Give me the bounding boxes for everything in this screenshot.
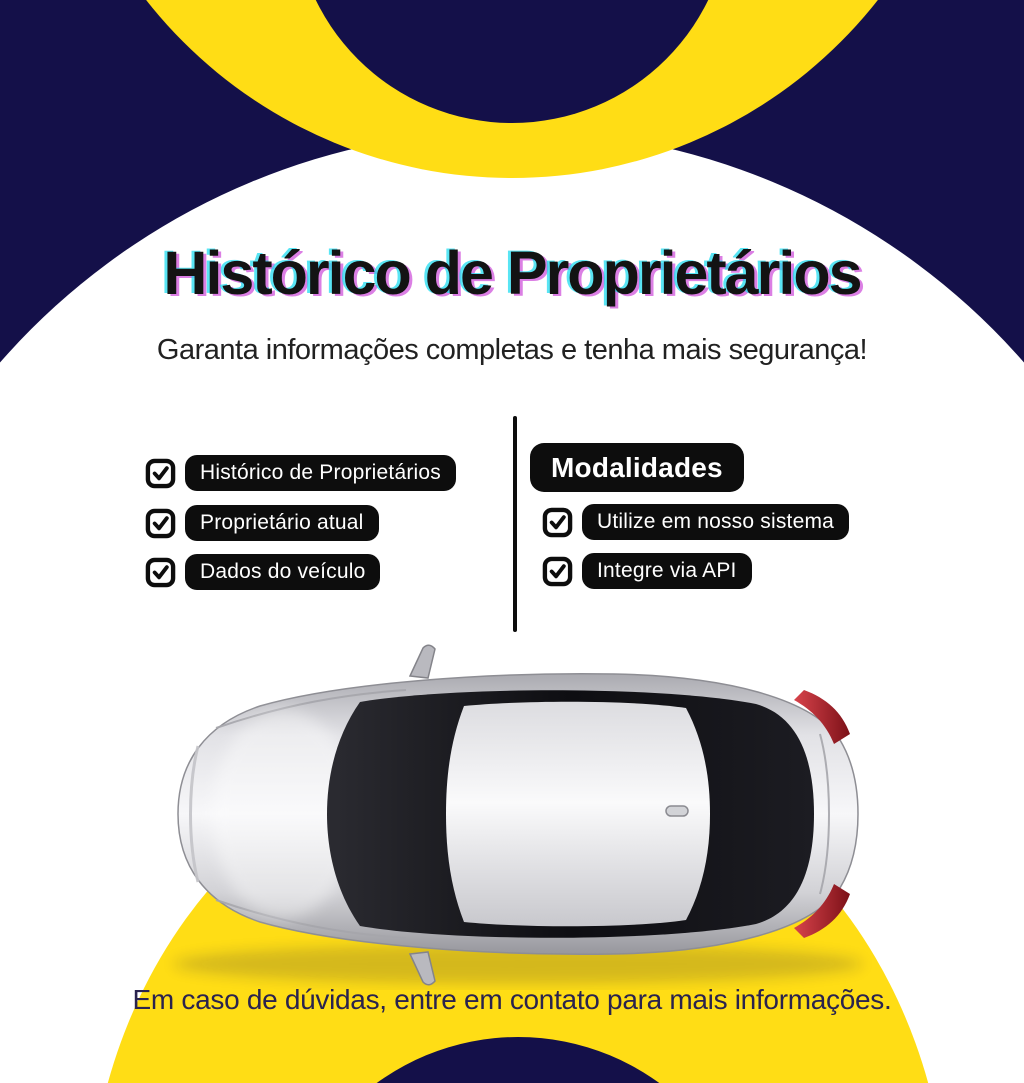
feature-label: Proprietário atual: [185, 505, 379, 541]
modality-row: [542, 504, 849, 540]
feature-label: Dados do veículo: [185, 554, 380, 590]
side-mirror-top: [410, 645, 435, 678]
door-handle: [666, 806, 688, 816]
page-subtitle: Garanta informações completas e tenha mais segurança!: [156, 334, 868, 366]
feature-label: Histórico de Proprietários: [185, 455, 456, 491]
page-title: Histórico de Proprietários: [163, 239, 861, 307]
car-top-view-image: [164, 642, 872, 990]
modality-label: Utilize em nosso sistema: [582, 504, 849, 540]
modalities-header: Modalidades: [530, 443, 744, 492]
footer-note: Em caso de dúvidas, entre em contato para mais informações.: [132, 984, 892, 1015]
feature-row: [145, 554, 380, 590]
modality-label: Integre via API: [582, 553, 752, 589]
feature-row: [145, 505, 379, 541]
column-divider: [513, 416, 517, 632]
checkbox-checked-icon: [542, 506, 573, 539]
feature-row: [145, 455, 456, 491]
checkbox-checked-icon: [145, 556, 176, 589]
checkbox-checked-icon: [542, 555, 573, 588]
modality-row: [542, 553, 752, 589]
checkbox-checked-icon: [145, 457, 176, 490]
checkbox-checked-icon: [145, 507, 176, 540]
